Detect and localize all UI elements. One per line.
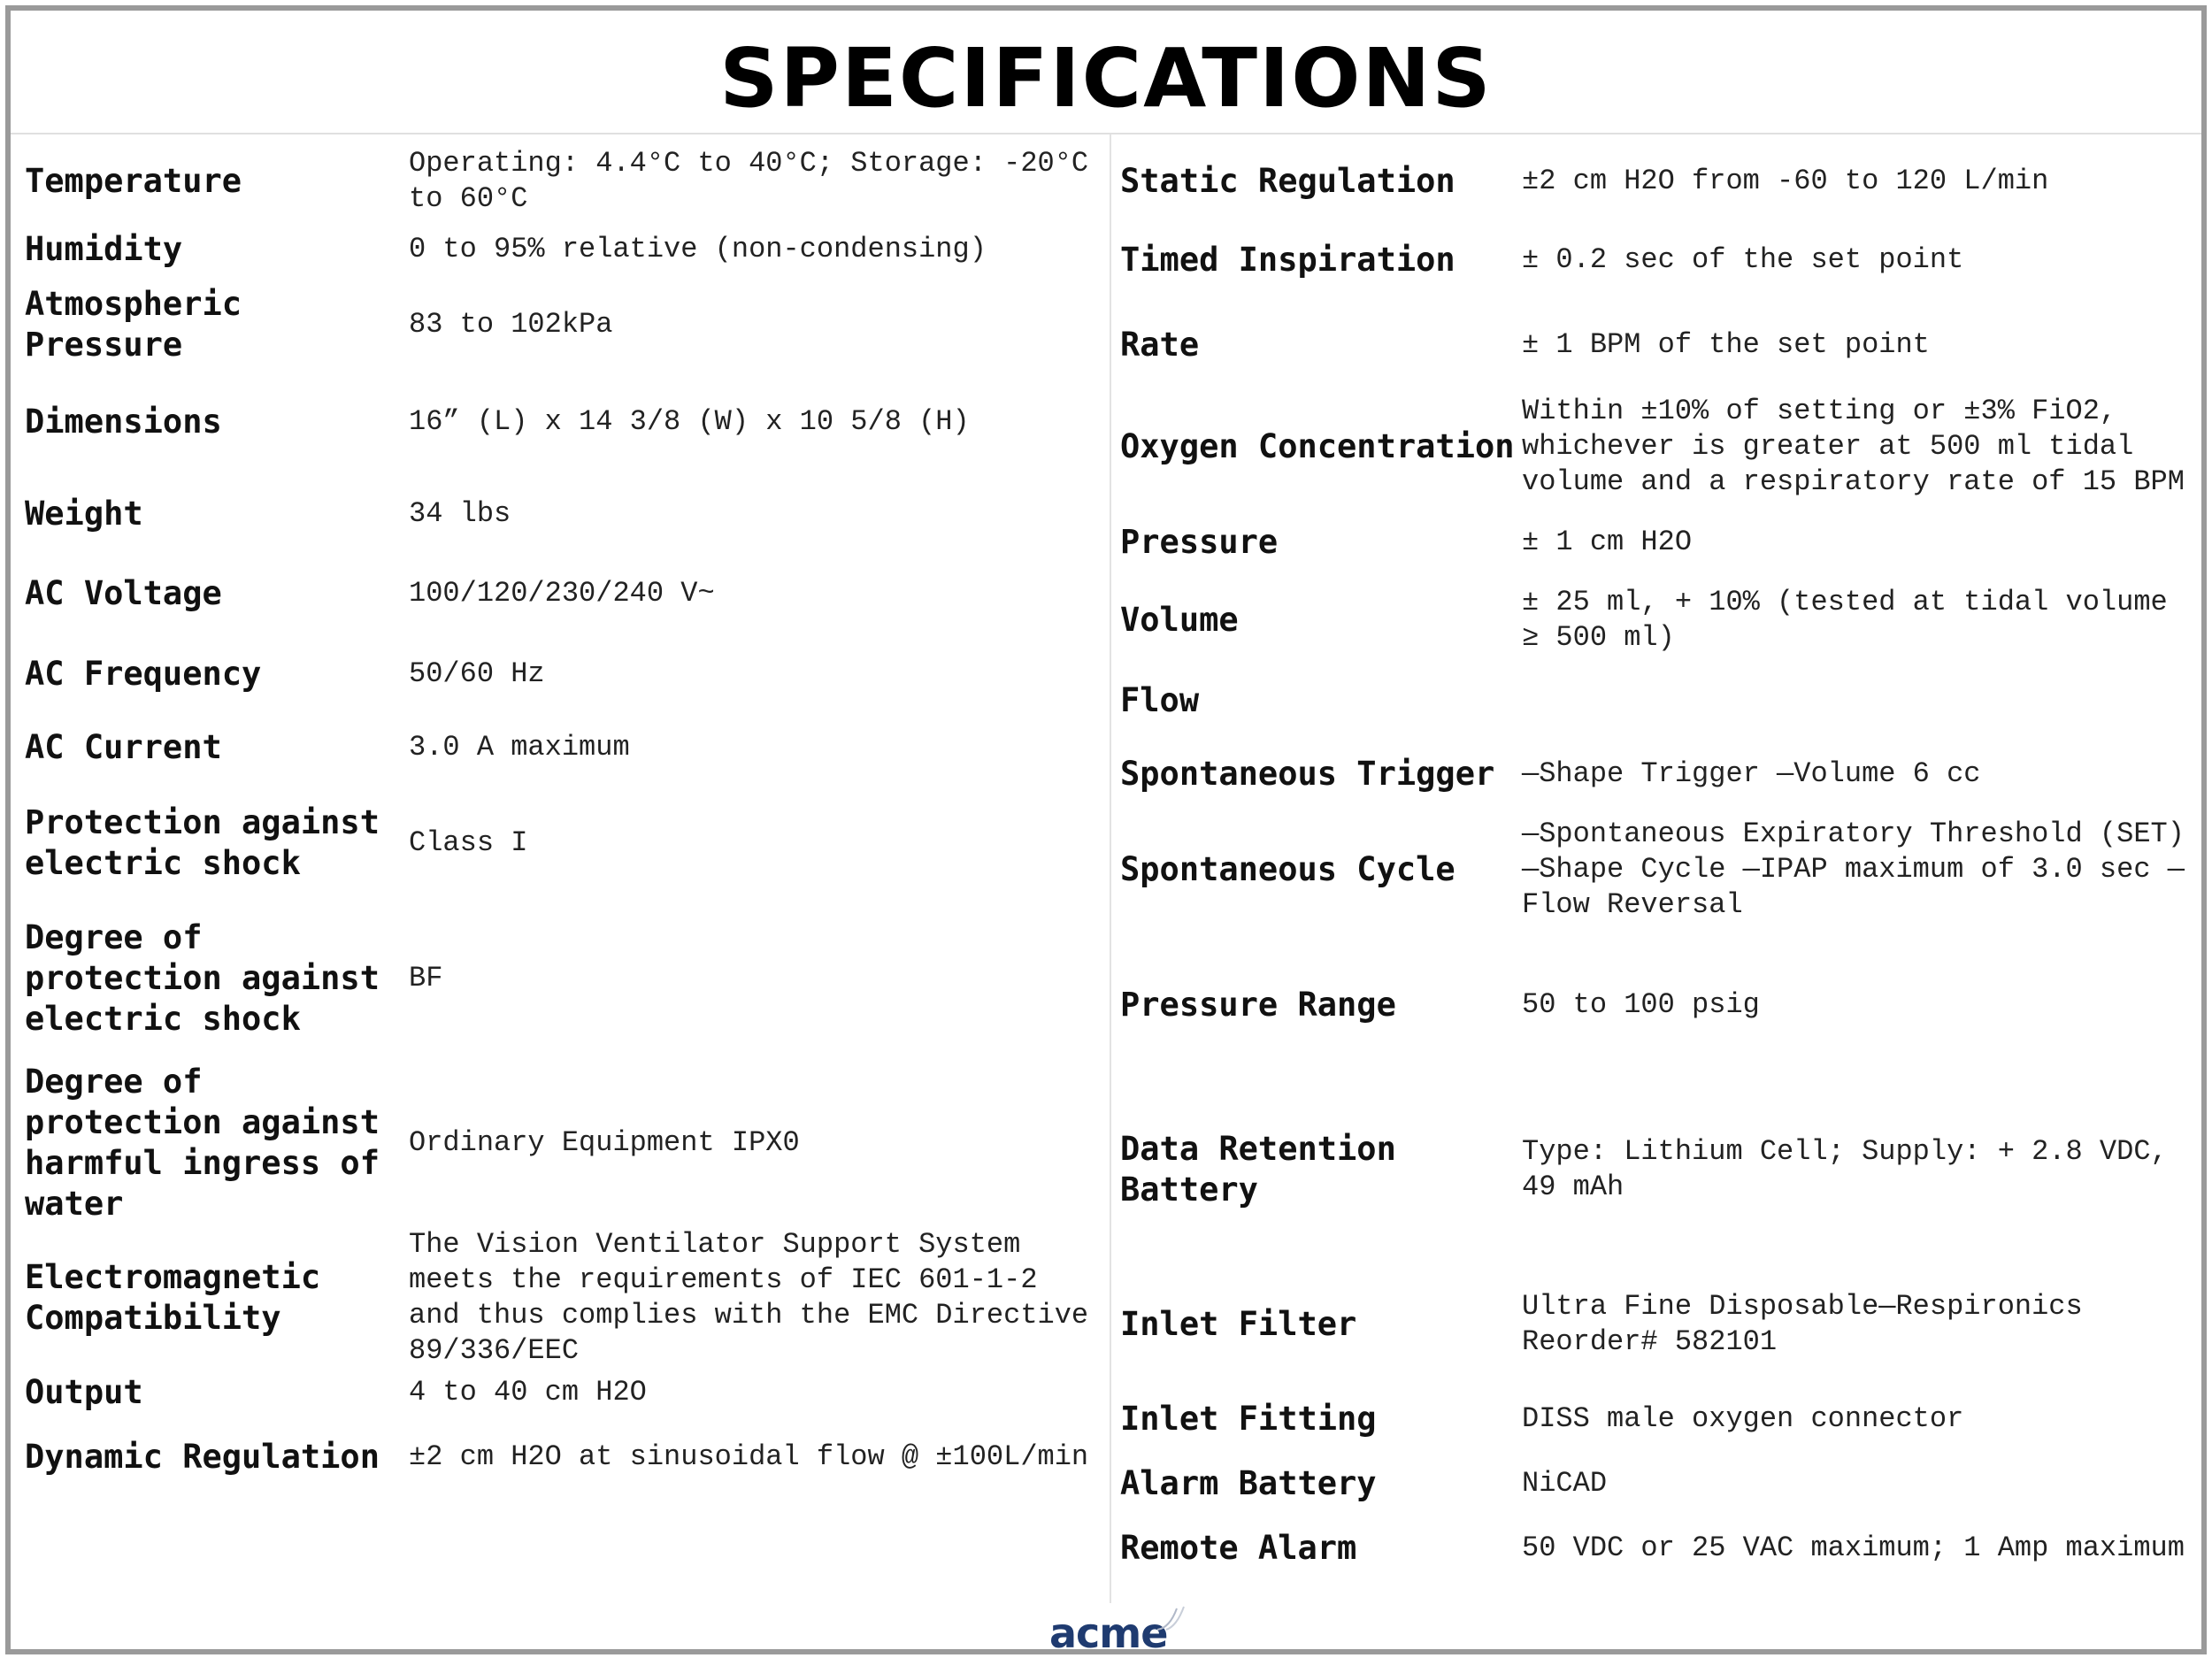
spec-value: Ultra Fine Disposable—Respironics Reorder# 582101 [1522,1290,2083,1358]
spec-row-timed-inspiration [1120,219,2198,301]
spec-label: Humidity [25,230,183,268]
spec-value: ±2 cm H2O from -60 to 120 L/min [1522,165,2049,197]
spec-label: Weight [25,495,143,533]
spec-value: 3.0 A maximum [409,731,630,764]
right-spec-column [1120,143,2198,1580]
spec-value: The Vision Ventilator Support System meets the requirements of IEC 601-1-2 and thus complies with the EMC Directive 89/336/EEC [409,1228,1089,1367]
title-divider [11,133,2201,134]
spec-row-humidity [25,219,1102,280]
logo-text: acme [1049,1609,1168,1657]
spec-row-remote-alarm [1120,1516,2198,1580]
spec-label: Pressure Range [1120,986,1396,1024]
spec-label: AC Current [25,728,222,766]
logo-swoosh-icon [1154,1603,1189,1639]
spec-value: 0 to 95% relative (non-condensing) [409,233,987,265]
spec-row-data-retention-battery [1120,1078,2198,1262]
spec-value: 50 to 100 psig [1522,988,1760,1021]
spec-label: Dynamic Regulation [25,1438,380,1476]
spec-value: 50 VDC or 25 VAC maximum; 1 Amp maximum [1522,1531,2185,1564]
spec-label: Remote Alarm [1120,1529,1357,1567]
spec-row-temperature [25,143,1102,219]
spec-label: Pressure [1120,523,1279,561]
spec-row-inlet-fitting [1120,1387,2198,1451]
spec-value: DISS male oxygen connector [1522,1402,1964,1435]
spec-value: —Shape Trigger —Volume 6 cc [1522,757,1981,790]
spec-row-protection-shock [25,780,1102,906]
spec-row-static-regulation [1120,143,2198,219]
spec-label: Temperature [25,162,242,200]
spec-value: 16” (L) x 14 3/8 (W) x 10 5/8 (H) [409,405,970,438]
spec-row-ac-frequency [25,633,1102,715]
page-title: SPECIFICATIONS [719,31,1493,126]
spec-row-emc [25,1228,1102,1367]
spec-label: Flow [1120,681,1200,719]
spec-value: ± 0.2 sec of the set point [1522,243,1964,276]
spec-row-atmospheric-pressure [25,280,1102,370]
spec-value: NiCAD [1522,1467,1608,1500]
spec-row-rate [1120,301,2198,389]
spec-label: Spontaneous Trigger [1120,755,1495,793]
spec-label: Rate [1120,326,1200,364]
spec-label: Oxygen Concentration [1120,427,1515,465]
spec-label: Output [25,1373,143,1411]
spec-row-output [25,1361,1102,1424]
spec-row-degree-protection-water [25,1051,1102,1235]
spec-label: Electromagnetic Compatibility [25,1258,321,1337]
spec-row-pressure-range [1120,933,2198,1078]
spec-label: Timed Inspiration [1120,241,1455,279]
spec-row-inlet-filter [1120,1262,2198,1387]
spec-value: 100/120/230/240 V~ [409,577,715,610]
spec-value: 34 lbs [409,497,511,530]
spec-value: 50/60 Hz [409,657,545,690]
spec-value: ±2 cm H2O at sinusoidal flow @ ±100L/min [409,1440,1089,1473]
spec-value: 4 to 40 cm H2O [409,1376,647,1409]
spec-value: ± 1 cm H2O [1522,526,1693,558]
spec-label: Data Retention Battery [1120,1130,1396,1209]
spec-value: Ordinary Equipment IPX0 [409,1126,800,1159]
spec-label: AC Voltage [25,574,222,612]
spec-row-spontaneous-cycle [1120,807,2198,933]
spec-value: BF [409,962,443,994]
spec-row-oxygen-concentration [1120,389,2198,504]
spec-label: Alarm Battery [1120,1464,1377,1502]
spec-value: Class I [409,826,528,859]
spec-label: Volume [1120,601,1239,639]
spec-label: Protection against electric shock [25,803,380,882]
spec-label: Atmospheric Pressure [25,285,242,364]
spec-row-dimensions [25,370,1102,474]
spec-value: 83 to 102kPa [409,308,613,341]
spec-label: Inlet Fitting [1120,1400,1377,1438]
spec-value: —Spontaneous Expiratory Threshold (SET) —Shape Cycle —IPAP maximum of 3.0 sec —Flow Reversal [1522,817,2185,921]
spec-label: Dimensions [25,403,222,441]
spec-row-flow [1120,660,2198,741]
spec-row-weight [25,474,1102,554]
spec-row-dynamic-regulation [25,1424,1102,1490]
spec-row-volume [1120,580,2198,660]
spec-label: Static Regulation [1120,162,1455,200]
acme-logo [1049,1608,1167,1658]
spec-value: ± 25 ml, + 10% (tested at tidal volume ≥ 500 ml) [1522,586,2168,654]
spec-label: Degree of protection against electric shock [25,918,380,1038]
spec-label: Spontaneous Cycle [1120,850,1455,888]
column-divider [1110,134,1111,1603]
spec-sheet [5,5,2207,1657]
spec-value: Within ±10% of setting or ±3% FiO2, whichever is greater at 500 ml tidal volume and a respiratory rate of 15 BPM [1522,395,2185,498]
left-spec-column [25,143,1102,1490]
spec-label: AC Frequency [25,655,262,693]
spec-row-pressure [1120,504,2198,580]
spec-row-ac-voltage [25,554,1102,633]
spec-row-degree-protection-shock [25,906,1102,1051]
spec-row-alarm-battery [1120,1451,2198,1516]
spec-label: Degree of protection against harmful ingress of water [25,1063,380,1223]
spec-value: ± 1 BPM of the set point [1522,328,1930,361]
spec-row-ac-current [25,715,1102,780]
spec-label: Inlet Filter [1120,1305,1357,1343]
spec-value: Operating: 4.4°C to 40°C; Storage: -20°C to 60°C [409,147,1089,215]
spec-value: Type: Lithium Cell; Supply: + 2.8 VDC, 49 mAh [1522,1135,2168,1203]
spec-row-spontaneous-trigger [1120,741,2198,807]
